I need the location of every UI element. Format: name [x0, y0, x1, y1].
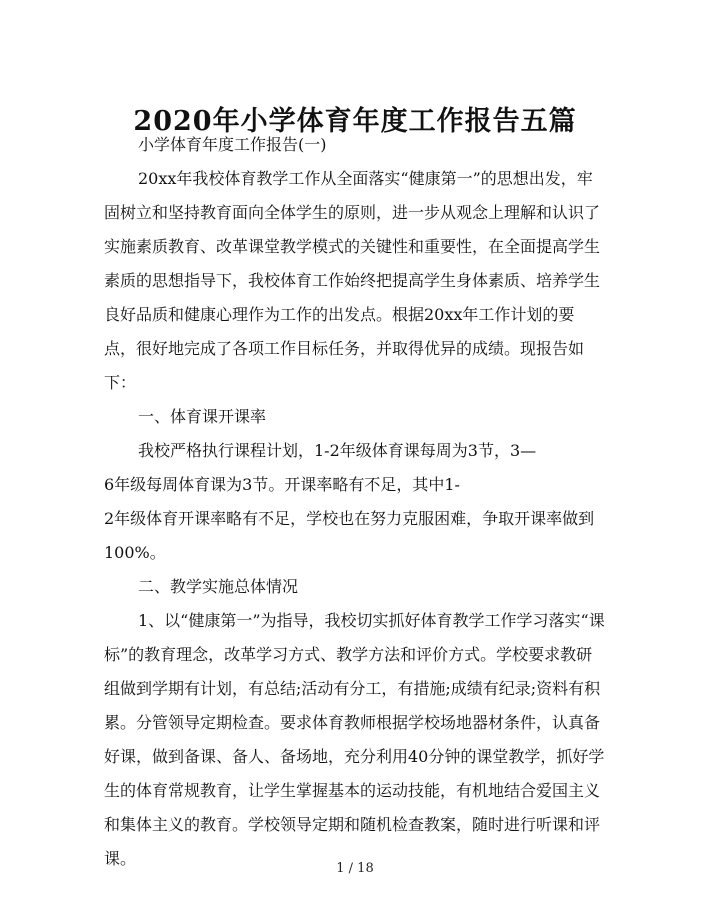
document-title: 2020年小学体育年度工作报告五篇: [133, 106, 577, 138]
class-rate-line-3: 2年级体育开课率略有不足，学校也在努力克服困难，争取开课率做到100%。: [104, 509, 595, 562]
page-number: 1 / 18: [336, 861, 374, 876]
class-rate-line-1: 我校严格执行课程计划，1-2年级体育课每周为3节，3—: [138, 441, 537, 460]
section-heading-class-rate: 一、体育课开课率: [138, 407, 267, 426]
document-body: [104, 128, 606, 876]
report-subtitle: 小学体育年度工作报告(一): [138, 135, 327, 154]
class-rate-line-2: 6年级每周体育课为3节。开课率略有不足，其中1-: [104, 475, 460, 494]
teaching-paragraph: 1、以“健康第一”为指导，我校切实抓好体育教学工作学习落实“课标”的教育理念，改革学习方式、教学方法和评价方式。学校要求教研组做到学期有计划，有总结;活动有分工，有措施;成绩有纪录;资料有积累。分管领导定期检查。要求体育教师根据学校场地器材条件，认真备好课，做到备课、备人、备场地，充分利用40分钟的课堂教学，抓好学生的体育常规教育，让学生掌握基本的运动技能，有机地结合爱国主义和集体主义的教育。学校领导定期和随机检查教案，随时进行听课和评课。: [104, 611, 605, 868]
section-heading-teaching: 二、教学实施总体情况: [138, 577, 299, 596]
intro-paragraph: 20xx年我校体育教学工作从全面落实“健康第一”的思想出发，牢固树立和坚持教育面向全体学生的原则，进一步从观念上理解和认识了实施素质教育、改革课堂教学模式的关键性和重要性，在全面提高学生素质的思想指导下，我校体育工作始终把提高学生身体素质、培养学生良好品质和健康心理作为工作的出发点。根据20xx年工作计划的要点，很好地完成了各项工作目标任务，并取得优异的成绩。现报告如下：: [104, 169, 601, 392]
